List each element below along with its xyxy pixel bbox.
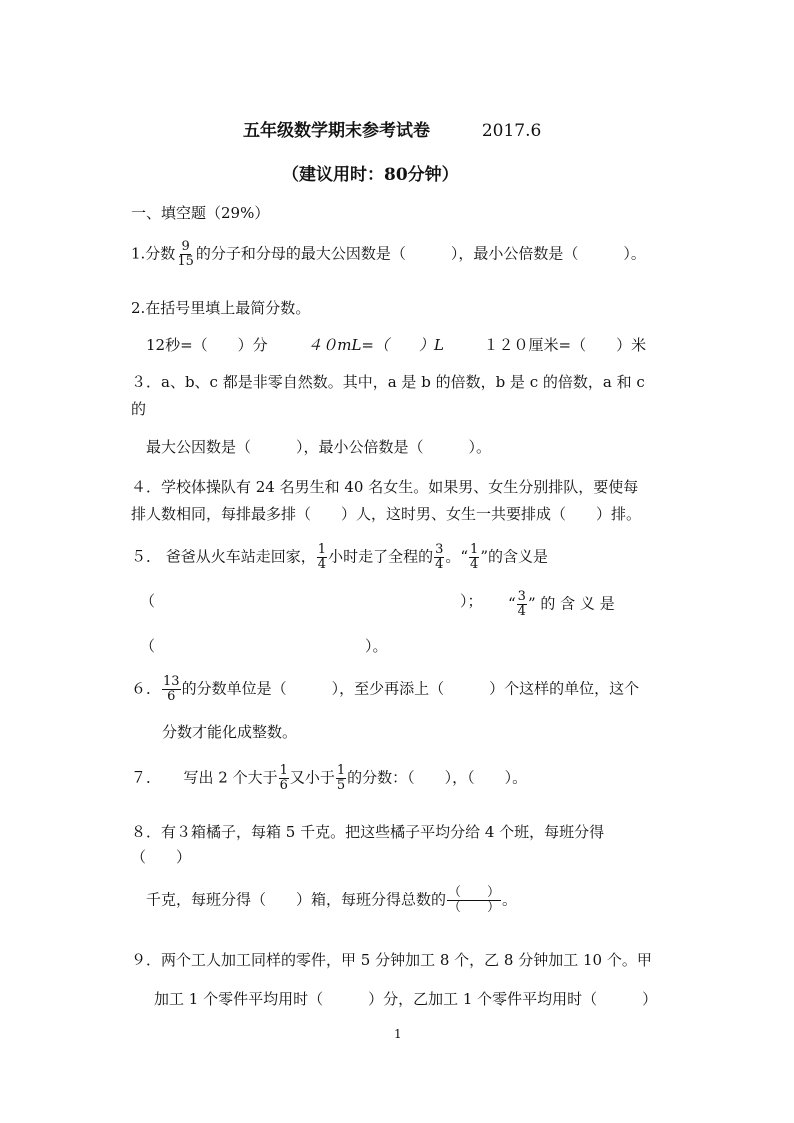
q5-f2-num: 3	[435, 542, 444, 557]
q5-f4-num: 3	[517, 589, 526, 604]
question-4-line-2: 排人数相同，每排最多排（ ）人，这时男、女生一共要排成（ ）排。	[131, 505, 642, 523]
q8-line3-end: 。	[502, 890, 518, 909]
q2-part-c: １２０厘米=（ ）米	[483, 336, 647, 354]
question-5-line-2	[140, 589, 662, 619]
q7-fraction-1	[279, 764, 289, 793]
question-7	[131, 764, 527, 793]
q6-suffix: 的分数单位是（ ），至少再添上（ ）个这样的单位，这个	[181, 679, 640, 698]
question-8-line-3	[146, 886, 517, 915]
question-4-line-1: ４．学校体操队有 24 名男生和 40 名女生。如果男、女生分别排队，要使每	[131, 478, 639, 496]
question-3-line-3: 最大公因数是（ ），最小公倍数是（ ）。	[146, 438, 492, 456]
q7-f1-den: 6	[279, 778, 288, 793]
q6-prefix: ６．	[131, 679, 162, 698]
q5-line2-close: ）；	[460, 592, 483, 610]
question-3-line-2: 的	[131, 400, 147, 418]
q8-f-num: （ ）	[448, 885, 501, 900]
q8-f-den: （ ）	[448, 900, 501, 915]
section-title: 一、填空题（29%）	[131, 204, 270, 222]
q8-line3-text: 千克，每班分得（ ）箱，每班分得总数的	[146, 890, 447, 909]
q5-end: ”的含义是	[480, 547, 548, 566]
q1-frac-num: 9	[181, 239, 190, 254]
page-number: 1	[394, 1027, 402, 1041]
q1-frac-den: 15	[177, 254, 194, 269]
question-6-line-1	[131, 675, 639, 704]
question-8-line-2: （ ）	[131, 848, 192, 866]
q7-prefix: ７． 写出 2 个大于	[131, 768, 278, 787]
q5-fraction-1	[317, 543, 327, 572]
q2-part-b: ４０mL=（ ）L	[307, 336, 444, 354]
q5-prefix: ５． 爸爸从火车站走回家，	[131, 547, 316, 566]
q7-f1-num: 1	[279, 763, 288, 778]
q8-fraction	[447, 886, 501, 915]
question-5-line-1	[131, 543, 548, 572]
q5-fraction-4	[517, 590, 527, 619]
q5-mid2: 。“	[445, 547, 469, 566]
q5-fraction-3	[469, 543, 479, 572]
question-5-line-3: （ ）。	[140, 637, 388, 655]
q5-quote-open: “	[508, 594, 516, 613]
q5-fraction-2	[434, 543, 444, 572]
question-2: 2.在括号里填上最简分数。	[131, 299, 311, 317]
q5-f3-den: 4	[470, 557, 479, 572]
q6-fraction	[162, 675, 181, 704]
question-2-parts	[146, 334, 646, 355]
q5-mid: 小时走了全程的	[328, 547, 434, 566]
title-date: 2017.6	[481, 121, 542, 141]
q5-f2-den: 4	[435, 557, 444, 572]
question-6-line-2: 分数才能化成整数。	[162, 723, 298, 741]
exam-subtitle: （建议用时：80分钟）	[282, 165, 459, 185]
q7-fraction-2	[336, 764, 346, 793]
q1-suffix: 的分子和分母的最大公因数是（ ），最小公倍数是（ ）。	[195, 244, 646, 263]
question-9-line-2: 加工 1 个零件平均用时（ ）分，乙加工 1 个零件平均用时（ ）	[154, 990, 658, 1008]
q1-fraction	[176, 240, 195, 269]
q7-f2-num: 1	[336, 763, 346, 778]
exam-title	[243, 116, 541, 141]
q5-f1-den: 4	[317, 557, 327, 572]
q1-prefix: 1.分数	[131, 244, 176, 263]
question-8-line-1: ８．有３箱橘子，每箱 5 千克。把这些橘子平均分给 4 个班，每班分得	[131, 823, 605, 841]
q7-f2-den: 5	[336, 778, 346, 793]
title-text: 五年级数学期末参考试卷	[243, 121, 430, 141]
q5-line2-quote	[508, 590, 615, 619]
q5-line2-open: （	[140, 592, 156, 610]
question-9-line-1: ９．两个工人加工同样的零件，甲 5 分钟加工 8 个，乙 8 分钟加工 10 个。甲	[131, 951, 652, 969]
q5-f3-num: 1	[470, 542, 479, 557]
q5-f1-num: 1	[317, 542, 327, 557]
q6-f-num: 13	[163, 674, 180, 689]
question-1	[131, 240, 646, 269]
q6-f-den: 6	[167, 689, 176, 704]
q7-mid: 又小于	[289, 768, 335, 787]
q2-part-a: 12秒=（ ）分	[146, 336, 268, 354]
q5-f4-den: 4	[517, 604, 526, 619]
q5-quote-close: ” 的 含 义 是	[527, 594, 615, 613]
question-3-line-1: ３．a、b、c 都是非零自然数。其中，a 是 b 的倍数，b 是 c 的倍数，a 和 c	[131, 373, 645, 391]
q7-suffix: 的分数：（ ），（ ）。	[347, 768, 528, 787]
